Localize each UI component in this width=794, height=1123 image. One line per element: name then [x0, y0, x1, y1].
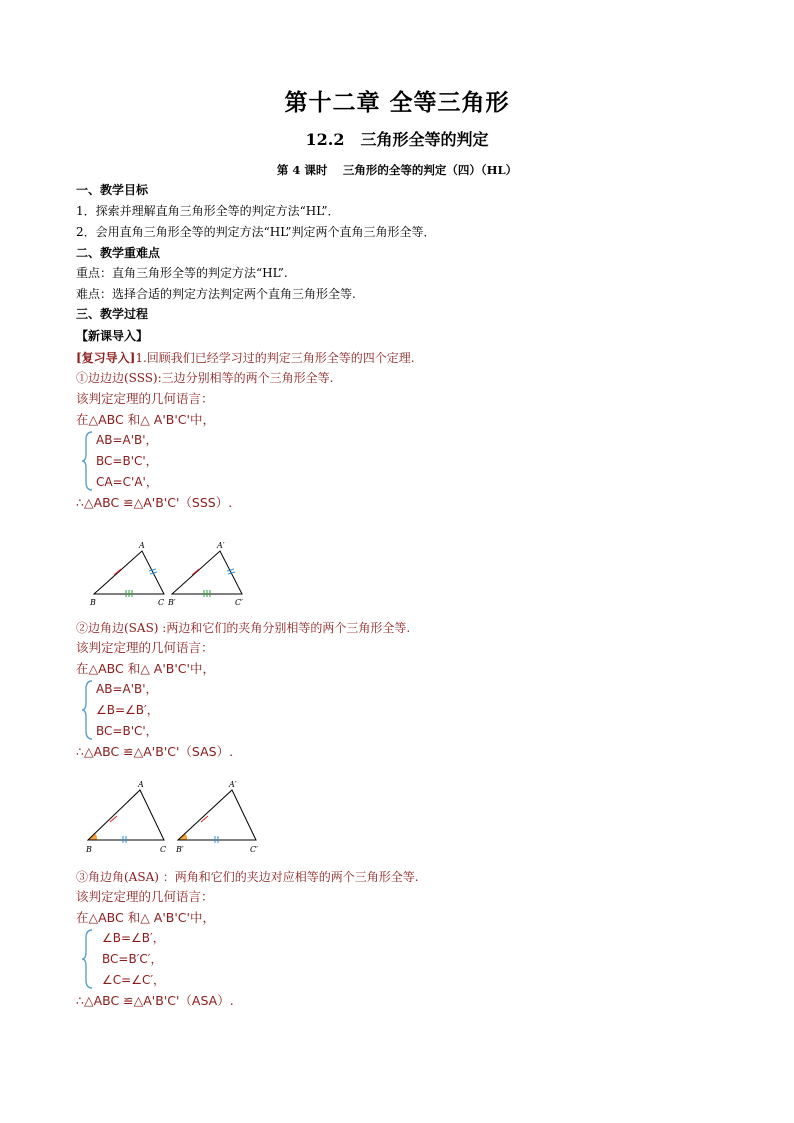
difficulty-point: 难点：选择合适的判定方法判定两个直角三角形全等.: [76, 287, 356, 301]
asa-conclusion: ∴△ABC ≌△A'B'C'（ASA）.: [76, 993, 234, 1008]
tick-mark: [192, 569, 199, 575]
sas-figure: [82, 776, 267, 856]
sas-cond: AB=A'B'，: [96, 682, 158, 696]
vertex-label: C′: [250, 845, 258, 854]
objective-item: 2．会用直角三角形全等的判定方法“HL”判定两个直角三角形全等．: [76, 225, 436, 239]
vertex-label: B′: [168, 598, 176, 607]
sas-conclusion: ∴△ABC ≌△A'B'C'（SAS）.: [76, 744, 234, 759]
intro-heading: 【新课导入】: [76, 329, 149, 343]
vertex-label: A′: [217, 541, 225, 550]
sss-cond: BC=B'C'，: [96, 454, 158, 468]
objectives-heading: 一、教学目标: [76, 183, 149, 197]
vertex-label: B: [90, 598, 96, 607]
key-point: 重点：直角三角形全等的判定方法“HL”.: [76, 266, 288, 280]
sss-cond: AB=A'B'，: [96, 433, 158, 447]
triangle-abc-prime: [178, 790, 256, 840]
vertex-label: C: [160, 845, 167, 854]
sas-cond: ∠B=∠B′，: [96, 703, 159, 717]
section-title: 12.2 三角形全等的判定: [305, 130, 489, 149]
tick-mark: [201, 816, 208, 822]
asa-in: 在△ABC 和△ A'B'C'中，: [76, 910, 215, 925]
vertex-label: B: [86, 845, 92, 854]
sss-brace: [81, 430, 95, 492]
vertex-label: A′: [229, 780, 237, 789]
asa-language: 该判定定理的几何语言：: [76, 889, 214, 904]
lesson-title: 第 4 课时 三角形的全等的判定（四）（HL）: [276, 163, 518, 177]
asa-cond: BC=B′C′，: [102, 952, 163, 966]
sas-language: 该判定定理的几何语言：: [76, 640, 214, 655]
review-line: [76, 350, 415, 366]
sas-title: ②边角边(SAS) :两边和它们的夹角分别相等的两个三角形全等.: [76, 621, 411, 635]
vertex-label: A: [138, 780, 144, 789]
tick-mark: [110, 816, 117, 822]
process-heading: 三、教学过程: [76, 307, 149, 321]
sss-conclusion: ∴△ABC ≌△A'B'C'（SSS）.: [76, 495, 233, 510]
keypoints-heading: 二、教学重难点: [76, 246, 161, 260]
sss-in: 在△ABC 和△ A'B'C'中，: [76, 412, 215, 427]
vertex-label: B′: [176, 845, 184, 854]
sss-figure: [88, 538, 258, 608]
asa-cond: ∠B=∠B′，: [102, 931, 165, 945]
sss-title: ①边边边(SSS):三边分别相等的两个三角形全等.: [76, 371, 334, 385]
tick-mark: [114, 569, 121, 575]
objective-item: 1．探索并理解直角三角形全等的判定方法“HL”．: [76, 204, 340, 218]
sas-brace: [81, 679, 95, 741]
sss-language: 该判定定理的几何语言：: [76, 391, 214, 406]
review-tag: [复习导入]: [76, 351, 136, 365]
sas-cond: BC=B'C'，: [96, 724, 158, 738]
review-text: 1.回顾我们已经学习过的判定三角形全等的四个定理.: [135, 351, 415, 365]
triangle-abc: [88, 790, 164, 840]
sss-cond: CA=C'A'，: [96, 475, 158, 489]
chapter-title: 第十二章 全等三角形: [284, 90, 510, 116]
asa-cond: ∠C=∠C′，: [102, 973, 166, 987]
vertex-label: C: [158, 598, 165, 607]
sas-in: 在△ABC 和△ A'B'C'中，: [76, 661, 215, 676]
asa-brace: [81, 928, 95, 990]
vertex-label: C′: [235, 598, 243, 607]
asa-title: ③角边角(ASA) ：两角和它们的夹边对应相等的两个三角形全等.: [76, 870, 419, 884]
vertex-label: A: [139, 541, 145, 550]
